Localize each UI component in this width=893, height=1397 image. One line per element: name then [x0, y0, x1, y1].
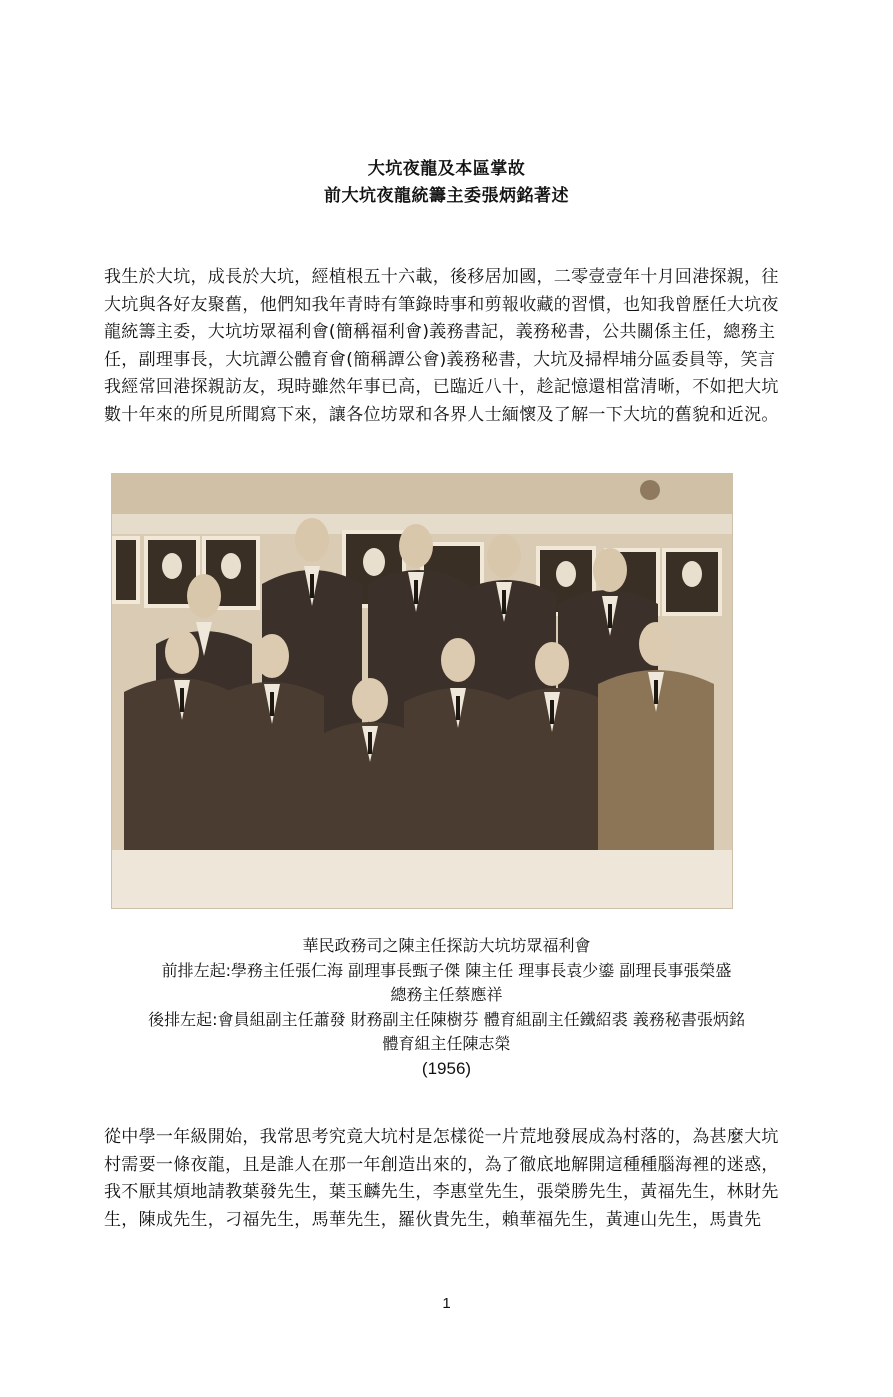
- caption-line: 體育組主任陳志榮: [382, 1034, 511, 1054]
- paragraph-line: 從中學一年級開始，我常思考究竟大坑村是怎樣從一片荒地發展成為村落的，為甚麼大坑: [104, 1127, 779, 1147]
- page-number: 1: [442, 1295, 451, 1312]
- paragraph-line: 數十年來的所見所聞寫下來，讓各位坊眾和各界人士緬懷及了解一下大坑的舊貌和近況。: [104, 404, 779, 425]
- document-title: 大坑夜龍及本區掌故: [367, 159, 526, 179]
- paragraph-line: 大坑與各好友聚舊，他們知我年青時有筆錄時事和剪報收藏的習慣，也知我曾歷任大坑夜: [104, 294, 779, 315]
- caption-line: 總務主任蔡應祥: [390, 985, 503, 1005]
- paragraph-line: 村需要一條夜龍，且是誰人在那一年創造出來的，為了徹底地解開這種種腦海裡的迷惑，: [104, 1154, 779, 1175]
- paragraph-line: 龍統籌主委，大坑坊眾福利會(簡稱福利會)義務書記，義務秘書，公共關係主任，總務主: [104, 322, 776, 343]
- document-subtitle: 前大坑夜龍統籌主委張炳銘著述: [324, 186, 569, 206]
- paragraph-line: 我生於大坑，成長於大坑，經植根五十六載，後移居加國，二零壹壹年十月回港探親，往: [104, 267, 779, 287]
- caption-line: 前排左起:學務主任張仁海 副理事長甄子傑 陳主任 理事長袁少鎏 副理長事張榮盛: [161, 960, 732, 980]
- paragraph-line: 生，陳成先生，刁福先生，馬華先生，羅伙貴先生，賴華福先生，黃連山先生，馬貴先: [104, 1209, 762, 1230]
- photo-caption: [0, 934, 893, 1082]
- caption-year: (1956): [421, 1058, 472, 1078]
- caption-line: 華民政務司之陳主任探訪大坑坊眾福利會: [302, 936, 591, 955]
- body-paragraph: [104, 1124, 794, 1234]
- caption-line: 後排左起:會員組副主任蕭發 財務副主任陳樹芬 體育組副主任鐵紹裘 義務秘書張炳銘: [148, 1009, 745, 1029]
- paragraph-line: 我不厭其煩地請教葉發先生，葉玉麟先生，李惠堂先生，張榮勝先生，黃福先生，林財先: [104, 1182, 779, 1203]
- paragraph-line: 我經常回港探親訪友，現時雖然年事已高，已臨近八十，趁記憶還相當清晰，不如把大坑: [104, 377, 779, 398]
- intro-paragraph: [104, 264, 794, 430]
- group-photo: [112, 474, 732, 908]
- group-photo-illustration: [112, 474, 732, 908]
- title-block: [0, 156, 893, 210]
- paragraph-line: 任，副理事長，大坑譚公體育會(簡稱譚公會)義務秘書，大坑及掃桿埔分區委員等，笑言: [104, 349, 776, 370]
